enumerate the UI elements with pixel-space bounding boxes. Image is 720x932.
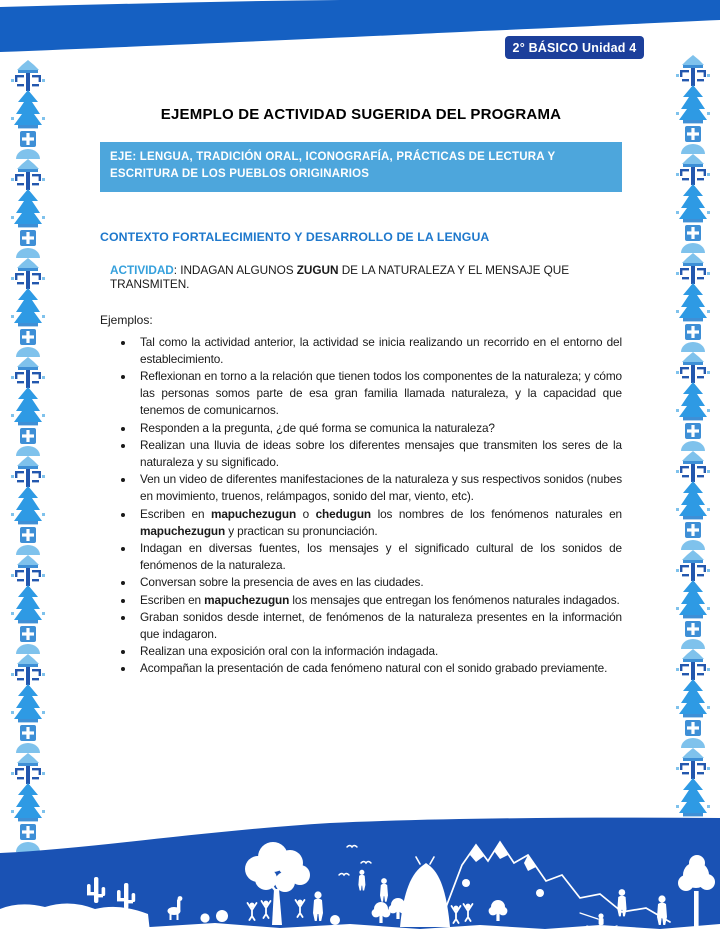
unit-badge bbox=[505, 36, 644, 59]
bullet-item: • Graban sonidos desde internet, de fenómenos de la naturaleza presentes en la información que indagaron. bbox=[135, 609, 622, 643]
unit-badge-label: 2° BÁSICO Unidad 4 bbox=[512, 40, 637, 55]
bullet-item: • Escriben en mapuchezugun o chedugun los nombres de los fenómenos naturales en mapuchezugun y practican su pronunciación. bbox=[135, 506, 622, 540]
bullet-item: • Ven un video de diferentes manifestaciones de la naturaleza y sus respectivos sonidos (nubes en movimiento, truenos, relámpagos, sonido del mar, viento, etc). bbox=[135, 471, 622, 505]
bullet-item: • Realizan una exposición oral con la información indagada. bbox=[135, 643, 622, 660]
activity-text: : INDAGAN ALGUNOS ZUGUN DE LA NATURALEZA Y EL MENSAJE QUE TRANSMITEN. bbox=[110, 262, 570, 291]
bullet-item: • Indagan en diversas fuentes, los mensajes y el significado cultural de los sonidos de fenómenos de la naturaleza. bbox=[135, 540, 622, 574]
context-heading: CONTEXTO FORTALECIMIENTO Y DESARROLLO DE LA LENGUA bbox=[100, 229, 490, 244]
page-title: EJEMPLO DE ACTIVIDAD SUGERIDA DEL PROGRAMA bbox=[160, 106, 562, 123]
nature-silhouette-footer bbox=[0, 817, 720, 932]
bullet-item: • Responden a la pregunta, ¿de qué forma se comunica la naturaleza? bbox=[135, 420, 622, 437]
bullet-item: • Conversan sobre la presencia de aves en las ciudades. bbox=[135, 574, 622, 591]
examples-label: Ejemplos: bbox=[100, 312, 153, 327]
bullet-item: • Reflexionan en torno a la relación que tienen todos los componentes de la naturaleza; y cómo las personas somos parte de esa gran familia llamada naturaleza, y la capacidad que tenemos de comunicarnos. bbox=[135, 368, 622, 420]
bullet-item: • Tal como la actividad anterior, la actividad se inicia realizando un recorrido en el entorno del establecimiento. bbox=[135, 334, 622, 368]
document-content bbox=[100, 106, 622, 678]
examples-list bbox=[100, 334, 622, 678]
activity-line bbox=[110, 263, 622, 291]
bullet-item: • Escriben en mapuchezugun los mensajes que entregan los fenómenos naturales indagados. bbox=[135, 592, 622, 609]
bullet-item: • Realizan una lluvia de ideas sobre los diferentes mensajes que transmiten los seres de la naturaleza y su significado. bbox=[135, 437, 622, 471]
activity-label: ACTIVIDAD bbox=[110, 262, 174, 277]
eje-banner-text: EJE: LENGUA, TRADICIÓN ORAL, ICONOGRAFÍA, PRÁCTICAS DE LECTURA Y ESCRITURA DE LOS PUEBLOS ORIGINARIOS bbox=[110, 151, 556, 181]
left-border-pattern bbox=[9, 60, 47, 852]
right-border-pattern bbox=[674, 55, 712, 825]
bullet-item: • Acompañan la presentación de cada fenómeno natural con el sonido grabado previamente. bbox=[135, 660, 622, 677]
eje-banner bbox=[100, 142, 622, 192]
